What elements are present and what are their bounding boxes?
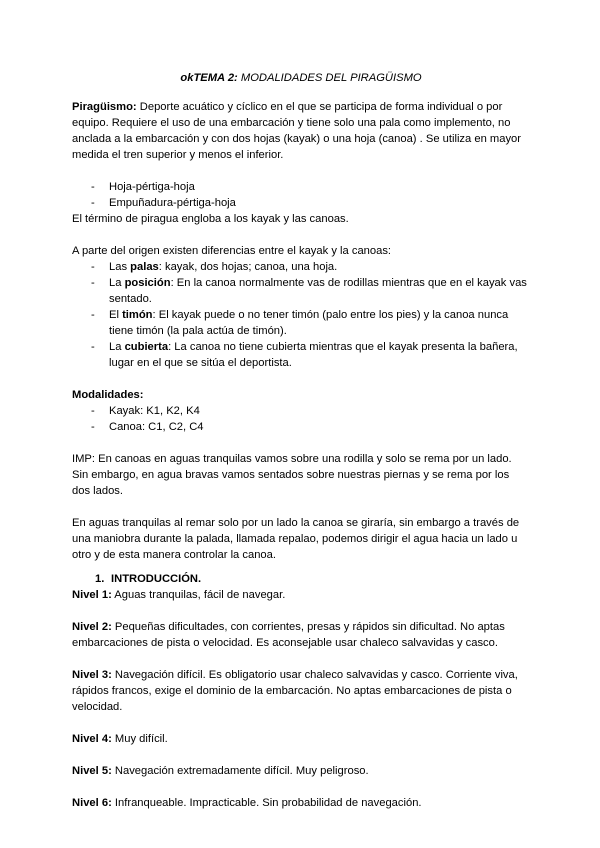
item-pre: La bbox=[109, 341, 125, 353]
list-item bbox=[72, 259, 530, 275]
item-text: : En la canoa normalmente vas de rodillas mientras que en el kayak vas sentado. bbox=[109, 277, 527, 305]
item-pre: La bbox=[109, 277, 125, 289]
item-text: : kayak, dos hojas; canoa, una hoja. bbox=[158, 261, 338, 273]
nivel-label: Nivel 5: bbox=[72, 765, 112, 777]
differences-intro: A parte del origen existen diferencias entre el kayak y la canoas: bbox=[72, 245, 392, 257]
item-term: cubierta bbox=[124, 341, 169, 353]
list-item: - Empuñadura-pértiga-hoja bbox=[72, 195, 530, 211]
intro-paragraph bbox=[72, 99, 530, 163]
nivel-label: Nivel 2: bbox=[72, 621, 112, 633]
nivel-text: Navegación extremadamente difícil. Muy peligroso. bbox=[114, 765, 369, 777]
nivel-paragraph bbox=[72, 619, 530, 651]
list-item bbox=[72, 339, 530, 371]
differences-section bbox=[72, 243, 530, 371]
item-term: timón bbox=[122, 309, 153, 321]
nivel-label: Nivel 6: bbox=[72, 797, 112, 809]
nivel-paragraph bbox=[72, 731, 530, 747]
section-heading bbox=[72, 571, 530, 587]
nivel-label: Nivel 1: bbox=[72, 589, 112, 601]
document-page bbox=[72, 70, 530, 811]
item-term: posición bbox=[124, 277, 171, 289]
modalidades-section bbox=[72, 387, 530, 435]
section-number: 1. bbox=[95, 573, 105, 585]
nivel-paragraph bbox=[72, 667, 530, 715]
list-item: - Hoja-pértiga-hoja bbox=[72, 179, 530, 195]
piragua-paragraph: El término de piragua engloba a los kayak y las canoas. bbox=[72, 213, 349, 225]
modalidades-heading: Modalidades: bbox=[72, 389, 144, 401]
item-pre: El bbox=[109, 309, 123, 321]
nivel-paragraph bbox=[72, 763, 530, 779]
nivel-text: Navegación difícil. Es obligatorio usar chaleco salvavidas y casco. Corriente viva, rápidos francos, exige el dominio de la embarcación. No aptas embarcaciones de pista o velocidad. bbox=[72, 669, 518, 713]
nivel-label: Nivel 4: bbox=[72, 733, 112, 745]
item-pre: Las bbox=[109, 261, 131, 273]
item-term: palas bbox=[130, 261, 159, 273]
document-title bbox=[72, 70, 530, 86]
list-item: - Kayak: K1, K2, K4 bbox=[72, 403, 530, 419]
list-item bbox=[72, 275, 530, 307]
modalidades-list bbox=[72, 403, 530, 435]
parts-list bbox=[72, 179, 530, 211]
nivel-text: Infranqueable. Impracticable. Sin probabilidad de navegación. bbox=[114, 797, 422, 809]
nivel-text: Aguas tranquilas, fácil de navegar. bbox=[114, 589, 286, 601]
section-title: INTRODUCCIÓN. bbox=[111, 573, 202, 585]
aguas-paragraph: En aguas tranquilas al remar solo por un lado la canoa se giraría, sin embargo a través de una maniobra durante la palada, llamada repalao, podemos dirigir el agua hacia un lado u otro y de esta manera controlar la canoa. bbox=[72, 517, 520, 561]
title-text: MODALIDADES DEL PIRAGÜISMO bbox=[240, 72, 422, 84]
list-item: - Canoa: C1, C2, C4 bbox=[72, 419, 530, 435]
item-text: : La canoa no tiene cubierta mientras que el kayak presenta la bañera, lugar en el que se sitúa el deportista. bbox=[109, 341, 518, 369]
imp-paragraph: IMP: En canoas en aguas tranquilas vamos sobre una rodilla y solo se rema por un lado. Sin embargo, en agua bravas vamos sentados sobre nuestras piernas y se rema por los dos lados. bbox=[72, 453, 512, 497]
differences-list bbox=[72, 259, 530, 371]
nivel-label: Nivel 3: bbox=[72, 669, 112, 681]
nivel-text: Pequeñas dificultades, con corrientes, presas y rápidos sin dificultad. No aptas embarcaciones de pista o velocidad. Es aconsejable usar chaleco salvavidas y casco. bbox=[72, 621, 505, 649]
title-prefix: okTEMA 2: bbox=[180, 72, 238, 84]
intro-text: Deporte acuático y cíclico en el que se participa de forma individual o por equipo. Requiere el uso de una embarcación y tiene solo una pala como implemento, no anclada a la embarcación y con dos hojas (kayak) o una hoja (canoa) . Se utiliza en mayor medida el tren superior y menos el inferior. bbox=[72, 101, 521, 161]
intro-term: Piragüismo: bbox=[72, 101, 137, 113]
item-text: : El kayak puede o no tener timón (palo entre los pies) y la canoa nunca tiene timón (la pala actúa de timón). bbox=[109, 309, 509, 337]
nivel-paragraph bbox=[72, 795, 530, 811]
nivel-paragraph bbox=[72, 587, 530, 603]
list-item bbox=[72, 307, 530, 339]
nivel-text: Muy difícil. bbox=[114, 733, 168, 745]
